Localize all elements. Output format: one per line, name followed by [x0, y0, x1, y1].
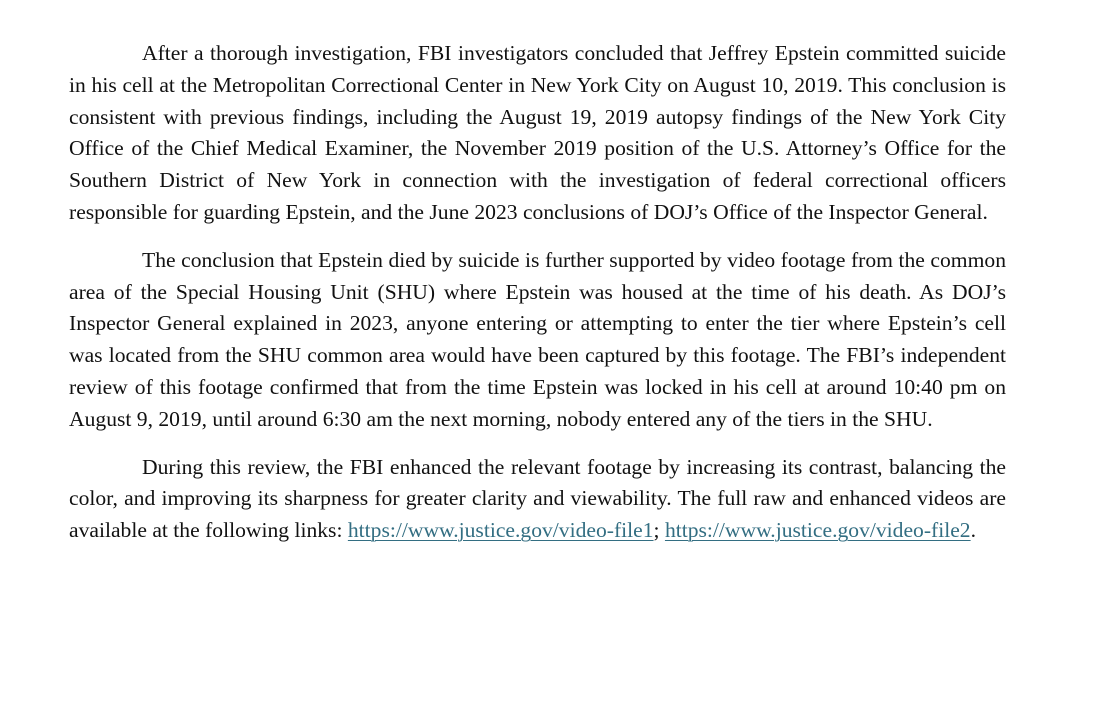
- video-file1-link[interactable]: https://www.justice.gov/video-file1: [347, 518, 654, 543]
- paragraph-investigation-conclusion: After a thorough investigation, FBI investigators concluded that Jeffrey Epstein committed suicide in his cell at the Metropolitan Correctional Center in New York City on August 10, 2019. This conclusion is consistent with previous findings, including the August 19, 2019 autopsy findings of the New York City Office of the Chief Medical Examiner, the November 2019 position of the U.S. Attorney’s Office for the Southern District of New York in connection with the investigation of federal correctional officers responsible for guarding Epstein, and the June 2023 conclusions of DOJ’s Office of the Inspector General.: [69, 41, 1006, 224]
- document-body: [69, 38, 1006, 563]
- enhanced-videos-text: During this review, the FBI enhanced the relevant footage by increasing its contrast, balancing the color, and improving its sharpness for greater clarity and viewability. The full raw and enhanced videos are available at the following links:: [69, 454, 1006, 543]
- link-separator: ;: [653, 518, 665, 543]
- closing-period: .: [970, 518, 977, 543]
- video-file2-link[interactable]: https://www.justice.gov/video-file2: [664, 518, 971, 543]
- paragraph-video-footage: The conclusion that Epstein died by suicide is further supported by video footage from the common area of the Special Housing Unit (SHU) where Epstein was housed at the time of his death. As DOJ’s Inspector General explained in 2023, anyone entering or attempting to enter the tier where Epstein’s cell was located from the SHU common area would have been captured by this footage. The FBI’s independent review of this footage confirmed that from the time Epstein was locked in his cell at around 10:40 pm on August 9, 2019, until around 6:30 am the next morning, nobody entered any of the tiers in the SHU.: [69, 247, 1006, 431]
- paragraph-enhanced-videos: [69, 452, 1006, 547]
